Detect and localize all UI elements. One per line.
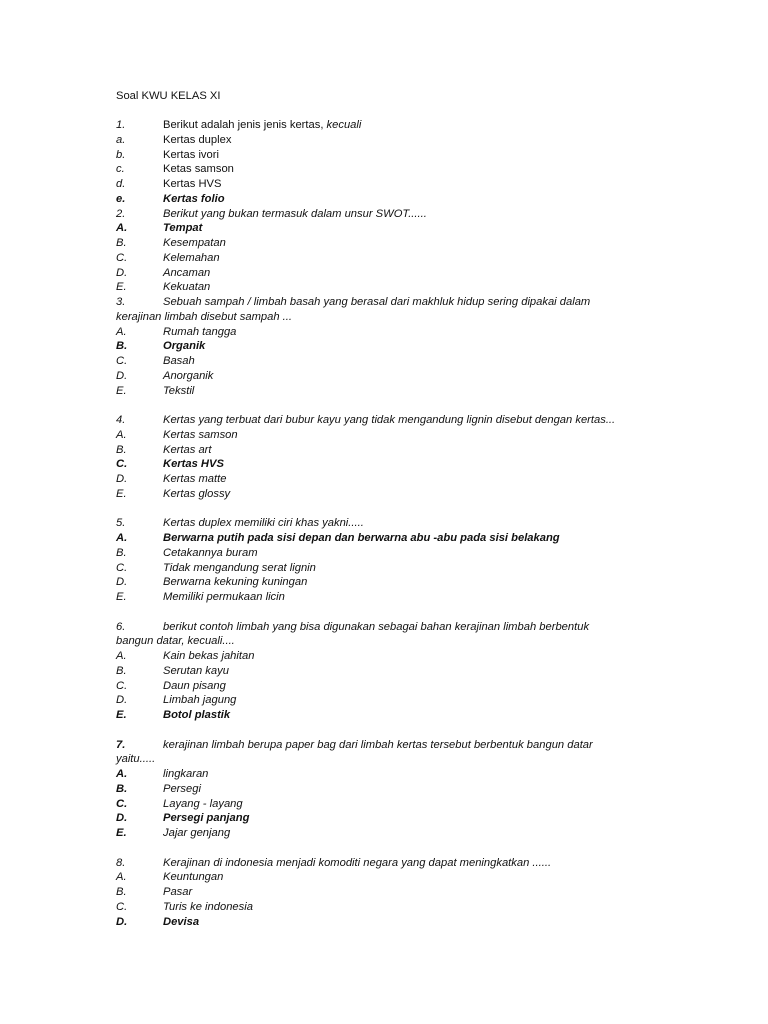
option-text <box>163 664 229 679</box>
question-line <box>116 413 656 428</box>
option-text <box>163 428 238 443</box>
question-line <box>116 295 656 310</box>
option-line <box>116 590 656 605</box>
text-run: Berwarna putih pada sisi depan dan berwarna abu -abu pada sisi belakang <box>163 532 560 544</box>
text-run: Berwarna kekuning kuningan <box>163 576 308 589</box>
option-line <box>116 148 656 163</box>
option-letter: A. <box>116 222 128 235</box>
option-letter: D. <box>116 812 128 825</box>
option-line <box>116 664 656 679</box>
text-run: Kertas glossy <box>163 487 231 500</box>
option-line <box>116 797 656 812</box>
option-text <box>163 457 224 472</box>
option-letter: B. <box>116 340 128 353</box>
question-text <box>163 620 589 635</box>
option-text <box>163 339 205 354</box>
option-text <box>163 531 560 546</box>
option-text <box>163 369 213 384</box>
option-text <box>163 251 220 266</box>
wrapped-text: kerajinan limbah disebut sampah ... <box>116 310 292 323</box>
option-letter: A. <box>116 532 128 544</box>
option-letter: E. <box>116 591 127 603</box>
text-run: berikut contoh limbah yang bisa digunakan sebagai bahan kerajinan limbah berbentuk <box>163 620 590 633</box>
option-line <box>116 325 656 340</box>
option-letter: E. <box>116 709 127 721</box>
text-run: Pasar <box>163 886 193 898</box>
option-line <box>116 693 656 708</box>
text-run: Kertas folio <box>163 192 225 205</box>
option-letter: B. <box>116 886 127 898</box>
text-run: Sebuah sampah / limbah basah yang berasal dari makhluk hidup sering dipakai dalam <box>163 296 591 308</box>
option-line <box>116 266 656 281</box>
option-text <box>163 221 202 236</box>
option-line <box>116 457 656 472</box>
option-line <box>116 870 656 885</box>
text-run: Cetakannya buram <box>163 546 258 559</box>
wrapped-text: yaitu..... <box>116 753 156 766</box>
text-run: Ancaman <box>163 266 211 279</box>
option-text <box>163 148 219 163</box>
blank-line <box>116 841 656 856</box>
question-text <box>163 295 590 310</box>
option-text <box>163 708 230 723</box>
question-number: 2. <box>116 207 126 220</box>
question-text-continuation <box>116 634 656 649</box>
text-run: Kain bekas jahitan <box>163 650 255 662</box>
option-letter: C. <box>116 797 128 810</box>
question-text <box>163 118 361 133</box>
option-letter: E. <box>116 384 127 397</box>
text-run: Kertas matte <box>163 473 227 485</box>
question-number: 1. <box>116 119 126 131</box>
option-text <box>163 236 226 251</box>
option-text <box>163 133 231 148</box>
option-line <box>116 915 656 930</box>
option-line <box>116 649 656 664</box>
text-run: Kertas duplex <box>163 133 232 146</box>
question-list <box>116 118 656 929</box>
option-line <box>116 162 656 177</box>
text-run: Keuntungan <box>163 871 224 884</box>
option-letter: C. <box>116 679 128 692</box>
option-line <box>116 782 656 797</box>
text-run: Devisa <box>163 915 200 928</box>
option-letter: D. <box>116 915 128 928</box>
text-run: kerajinan limbah berupa paper bag dari limbah kertas tersebut berbentuk bangun datar <box>163 738 593 751</box>
option-line <box>116 885 656 900</box>
option-text <box>163 384 194 399</box>
question-text <box>163 516 364 531</box>
option-text <box>163 561 316 576</box>
text-run: Berikut yang bukan termasuk dalam unsur SWOT...... <box>163 207 427 220</box>
text-run: Layang - layang <box>163 797 243 810</box>
option-line <box>116 428 656 443</box>
option-letter: C. <box>116 900 128 913</box>
blank-line <box>116 502 656 517</box>
text-run: Kertas ivori <box>163 148 219 161</box>
question-text <box>163 207 427 222</box>
option-line <box>116 575 656 590</box>
text-run: Kertas HVS <box>163 178 222 190</box>
option-line <box>116 280 656 295</box>
question-text <box>163 413 615 428</box>
option-line <box>116 384 656 399</box>
question-line <box>116 738 656 753</box>
text-run: Tempat <box>163 222 203 235</box>
text-run: Turis ke indonesia <box>163 900 253 913</box>
option-letter: D. <box>116 369 128 382</box>
blank-line <box>116 605 656 620</box>
question-number: 6. <box>116 620 126 633</box>
option-line <box>116 354 656 369</box>
option-letter: c. <box>116 163 125 176</box>
option-letter: C. <box>116 355 128 367</box>
question-text-continuation <box>116 752 656 767</box>
text-run: Anorganik <box>163 369 214 382</box>
option-line <box>116 133 656 148</box>
option-line <box>116 487 656 502</box>
option-text <box>163 900 253 915</box>
question-line <box>116 207 656 222</box>
option-text <box>163 870 223 885</box>
question-number: 7. <box>116 738 126 751</box>
option-line <box>116 679 656 694</box>
question-text-continuation <box>116 310 656 325</box>
option-letter: d. <box>116 178 126 190</box>
option-letter: A. <box>116 871 127 884</box>
option-text <box>163 280 210 295</box>
text-run: Limbah jagung <box>163 694 237 707</box>
option-text <box>163 192 225 207</box>
question-line <box>116 856 656 871</box>
option-line <box>116 192 656 207</box>
option-letter: C. <box>116 251 128 264</box>
option-text <box>163 487 230 502</box>
option-text <box>163 354 195 369</box>
question-text <box>163 856 551 871</box>
text-run: Memiliki permukaan licin <box>163 591 285 603</box>
wrapped-text: bangun datar, kecuali.... <box>116 635 235 648</box>
text-run: Berikut adalah jenis jenis kertas, <box>163 119 327 131</box>
text-run: Botol plastik <box>163 709 231 721</box>
text-run: Kertas duplex memiliki ciri khas yakni..... <box>163 517 364 530</box>
question-number: 8. <box>116 856 126 869</box>
text-run: Kerajinan di indonesia menjadi komoditi negara yang dapat meningkatkan ...... <box>163 856 552 869</box>
text-run: Persegi panjang <box>163 812 250 825</box>
option-text <box>163 590 285 605</box>
document-title: Soal KWU KELAS XI <box>116 90 221 102</box>
text-run: Rumah tangga <box>163 325 237 338</box>
option-letter: E. <box>116 281 127 294</box>
option-letter: E. <box>116 487 127 500</box>
option-line <box>116 531 656 546</box>
text-run: Persegi <box>163 782 201 795</box>
option-line <box>116 811 656 826</box>
option-text <box>163 266 210 281</box>
option-line <box>116 900 656 915</box>
option-letter: C. <box>116 458 128 471</box>
text-run: Kertas HVS <box>163 458 224 471</box>
option-text <box>163 693 236 708</box>
option-letter: A. <box>116 428 127 441</box>
question-number: 3. <box>116 296 126 308</box>
option-letter: B. <box>116 546 127 559</box>
blank-line <box>116 398 656 413</box>
text-run: Tekstil <box>163 384 195 397</box>
option-text <box>163 443 212 458</box>
option-text <box>163 826 230 841</box>
text-run: Kertas yang terbuat dari bubur kayu yang tidak mengandung lignin disebut dengan kertas... <box>163 414 616 426</box>
text-run: Kesempatan <box>163 237 226 249</box>
option-line <box>116 251 656 266</box>
option-line <box>116 443 656 458</box>
option-letter: b. <box>116 148 126 161</box>
option-letter: B. <box>116 237 127 249</box>
question-line <box>116 118 656 133</box>
option-text <box>163 325 236 340</box>
question-line <box>116 516 656 531</box>
question-text <box>163 738 593 753</box>
option-letter: B. <box>116 664 127 677</box>
option-line <box>116 177 656 192</box>
option-letter: e. <box>116 192 126 205</box>
question-line <box>116 620 656 635</box>
text-run: Basah <box>163 355 195 367</box>
option-line <box>116 826 656 841</box>
text-run: Kekuatan <box>163 281 211 294</box>
text-run: Kertas samson <box>163 428 238 441</box>
option-letter: A. <box>116 650 127 662</box>
option-letter: B. <box>116 782 128 795</box>
option-text <box>163 885 192 900</box>
option-text <box>163 915 199 930</box>
text-run: Ketas samson <box>163 163 234 176</box>
text-run: lingkaran <box>163 768 209 780</box>
option-text <box>163 546 258 561</box>
option-line <box>116 472 656 487</box>
text-run: Kertas art <box>163 443 212 456</box>
text-run: Jajar genjang <box>163 827 231 839</box>
option-line <box>116 767 656 782</box>
option-text <box>163 811 249 826</box>
option-line <box>116 369 656 384</box>
option-text <box>163 679 226 694</box>
option-text <box>163 472 226 487</box>
option-letter: D. <box>116 694 128 707</box>
text-run: Tidak mengandung serat lignin <box>163 561 316 574</box>
option-text <box>163 649 254 664</box>
option-line <box>116 561 656 576</box>
text-run: kecuali <box>326 119 362 131</box>
option-text <box>163 797 243 812</box>
option-letter: E. <box>116 827 127 839</box>
option-line <box>116 236 656 251</box>
text-run: Organik <box>163 340 206 353</box>
blank-line <box>116 723 656 738</box>
text-run: Daun pisang <box>163 679 226 692</box>
question-number: 4. <box>116 414 126 426</box>
text-run: Kelemahan <box>163 251 220 264</box>
option-line <box>116 221 656 236</box>
option-letter: a. <box>116 133 126 146</box>
option-letter: C. <box>116 561 128 574</box>
option-letter: A. <box>116 768 128 780</box>
option-text <box>163 767 208 782</box>
option-text <box>163 162 234 177</box>
text-run: Serutan kayu <box>163 664 229 677</box>
option-text <box>163 575 307 590</box>
option-text <box>163 782 201 797</box>
option-letter: D. <box>116 576 128 589</box>
option-line <box>116 546 656 561</box>
option-letter: A. <box>116 325 127 338</box>
option-letter: D. <box>116 266 128 279</box>
question-number: 5. <box>116 517 126 530</box>
option-text <box>163 177 221 192</box>
option-letter: D. <box>116 473 128 485</box>
option-letter: B. <box>116 443 127 456</box>
option-line <box>116 708 656 723</box>
option-line <box>116 339 656 354</box>
